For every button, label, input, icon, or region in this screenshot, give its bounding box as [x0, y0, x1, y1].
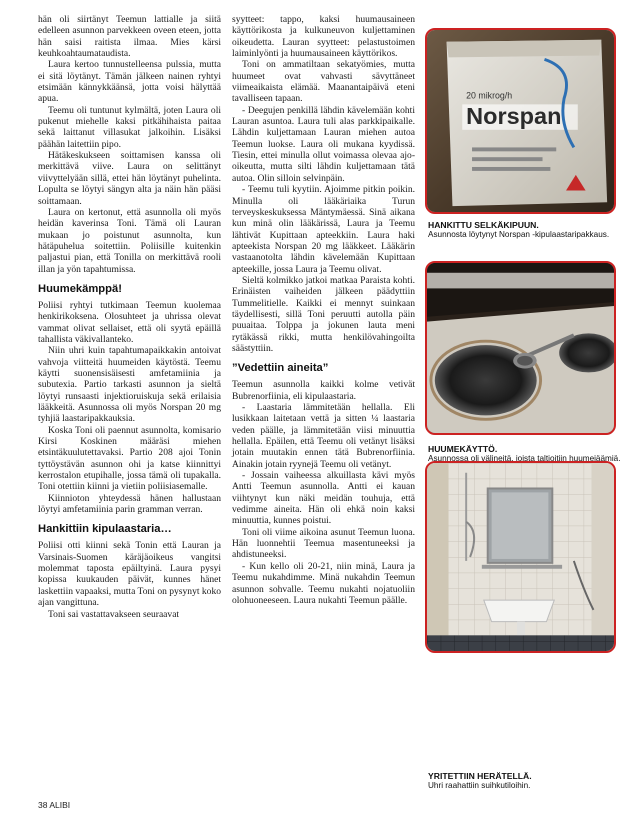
body-paragraph: Poliisi otti kiinni sekä Tonin että Lauran ja Varsinais-Suomen käräjäoikeus vangitsi molemmat taposta epäiltyinä. Laura pysyi kopissa kuukauden päivät, kunnes hänet laskettiin vapaaksi, mutta Toni on pysynyt koko ajan vangittuna. [38, 540, 221, 609]
body-paragraph: Laura kertoo tunnustelleensa pulssia, mutta ei sitä löytänyt. Tämän jälkeen nainen ryhtyi etsimään kännykkäänsä, jotta voisi hälyttää apua. [38, 59, 221, 105]
body-paragraph: Kiinnioton yhteydessä hänen hallustaan löytyi amfetamiinia parin gramman verran. [38, 492, 221, 516]
body-paragraph: Teemu oli tuntunut kylmältä, joten Laura oli pukenut miehelle kaksi pitkähihaista paitaa sekä laittanut villasukat jalkoihin. Lisäksi päähän laitettiin pipo. [38, 104, 221, 150]
body-paragraph: syytteet: tappo, kaksi huumausaineen käyttörikosta ja kulkuneuvon kuljettaminen oikeudetta. Lauran syytteet: pelastustoimen laiminlyönti ja huumausaineen käyttörikos. [232, 14, 415, 60]
body-paragraph: - Deegujen penkillä lähdin kävelemään kohti Lauran asuntoa. Laura tuli alas parkkipaikalle. Lähdin kuljettamaan Lauran miehen autoa Teemun luokse. Laura oli mukana kyydissä. Tiesin, ettei minulla ollut voimassa olevaa ajo-oikeutta, mutta silti lähdin kuljettamaan tätä autoa. Olin silloin selvinpäin. [232, 104, 415, 184]
body-paragraph: hän oli siirtänyt Teemun lattialle ja siitä edelleen asunnon parvekkeen oveen eteen, jotta hän saisi raitista ilmaa. Mies kärsi keuhkoahtaumataudista. [38, 14, 221, 60]
body-paragraph: Laura on kertonut, että asunnolla oli myös heidän kaverinsa Toni. Tämä oli Lauran mukaan jo poistunut asunnolta, kun hätäpuhelua soitettiin. Poliisille kuitenkin paljastui pian, että Tonilla on merkittävä rooli illan ja yön tapahtumissa. [38, 206, 221, 275]
section-heading: Hankittiin kipulaastaria… [38, 523, 172, 536]
bathroom-illustration [427, 463, 614, 651]
body-paragraph: Teemun asunnolla kaikki kolme vetivät Bubrenorfiinia, eli kipulaastaria. [232, 379, 415, 402]
article-column-middle [232, 14, 415, 606]
body-paragraph: Toni sai vastattavakseen seuraavat [48, 608, 180, 620]
caption-text: Uhri raahattiin suihkutiloihin. [428, 781, 531, 790]
body-paragraph: - Kun kello oli 20-21, niin minä, Laura ja Teemu nukahdimme. Minä nukahdin Teemun asunnon sohvalle. Teemu nukahti nojatuoliin olohuoneeseen. Laura nukahti Teemun päälle. [232, 560, 415, 606]
section-heading: ”Vedettiin aineita” [232, 362, 329, 375]
body-paragraph: Hätäkeskukseen soittamisen kanssa oli merkittävä viive. Laura on selittänyt viivyttelyään sillä, ettei hän löytänyt puhelinta. Lopulta se löytyi sängyn alta ja näin hän pääsi soittamaan. [38, 150, 221, 207]
photo-stove-spoon [425, 261, 616, 435]
caption-title: HANKITTU SELKÄKIPUUN. [428, 220, 539, 230]
caption-title: HUUMEKÄYTTÖ. [428, 444, 498, 454]
caption-photo-1 [428, 220, 623, 240]
package-dose-text: 20 mikrog/h [466, 90, 513, 101]
norspan-package-illustration [427, 30, 614, 212]
caption-text: Asunnossa oli välineitä, joista taltioitiin huumejäämiä. [428, 454, 621, 463]
caption-photo-3 [428, 771, 623, 791]
body-paragraph: Toni oli viime aikoina asunut Teemun luona. Hän luonnehtii Teemua masentuneeksi ja ahdistuneeksi. [232, 526, 415, 561]
body-paragraph: - Laastaria lämmitetään hellalla. Eli lusikkaan laitetaan vettä ja sitten ¼ laastaria veden päälle, ja lämmitetään viisi minuuttia hellalla. Epäilen, että Teemu oli vetänyt lisäksi jotain muutakin ennen tätä Bubrenorfiinia. Ainakin jotain ryynejä Teemu oli vetänyt. [232, 402, 415, 470]
package-brand-text: Norspan [466, 102, 562, 129]
body-paragraph: Poliisi ryhtyi tutkimaan Teemun kuolemaa henkirikoksena. Olosuhteet ja uhrissa olevat vammat olivat sellaiset, että oli syytä epäillä tahallista väkivallanteko. [38, 299, 221, 345]
caption-text: Asunnosta löytynyt Norspan -kipulaastaripakkaus. [428, 230, 610, 239]
caption-title: YRITETTIIN HERÄTELLÄ. [428, 771, 532, 781]
body-paragraph: - Teemu tuli kyytiin. Ajoimme pitkin poikin. Minulla oli lääkäriaika Turun terveyskeskuksessa Mäntymäessä. Sinä aikana kun minä olin lääkärissä, Laura ja Teemu lähtivät Kupittaan apteekkiin. Laura haki apteekista Norspan 20 mg lääkkeet. Lääkärin vastaanotolta lähdin kävelemään Kupittaan apteekille, jossa Laura ja Teemu olivat. [232, 184, 415, 275]
photo-bathroom [425, 461, 616, 653]
body-paragraph: - Jossain vaiheessa alkuillasta kävi myös Antti Teemun asunnolla. Antti ei kauan viihtynyt kun näki meidän touhuja, että vedimme aineita. Hän oli ehkä noin kaksi minuuttia, kunnes poistui. [232, 470, 415, 527]
section-heading: Huumekämppä! [38, 282, 122, 295]
photo-norspan-package [425, 28, 616, 214]
body-paragraph: Sieltä kolmikko jatkoi matkaa Paraista kohti. Erinäisten vaiheiden jälkeen päädyttiin Tummelitielle. Kaikki ei mennyt suinkaan täydellisesti, sillä Toni peruutti autolla päin puuaitaa. Tolppa ja jokunen lauta meni rytäkässä rikki, mutta henkilövahingoilta säästyttiin. [232, 274, 415, 354]
page-folio: 38 ALIBI [38, 800, 71, 810]
stove-illustration [427, 263, 614, 433]
article-column-left [38, 14, 221, 620]
body-paragraph: Niin uhri kuin tapahtumapaikkakin antoivat vahvoja viitteitä huumeiden käytöstä. Teemu käytti suonensisäisesti amfetamiinia ja subutexia. Partio tarkasti asunnon ja sieltä löytyi runsaasti injektioruiskuja sekä erilaisia lääkkeitä. Asunnossa oli myös Norspan 20 mg tyhjiä laastaripakkauksia. [38, 345, 221, 425]
body-paragraph: Toni on ammatiltaan sekatyömies, mutta huumeet ovat vahvasti sävyttäneet viimeaikaista elämää. Maanantaipäivä eteni tavalliseen tapaan. [232, 59, 415, 105]
body-paragraph: Koska Toni oli paennut asunnolta, komisario Kirsi Koskinen määräsi miehen etsintäkuulutettavaksi. Partio 208 ajoi Tonin tyttöystävän asunnon ohi ja katse kiinnittyi kerrostalon etupihalle, jossa tämä oli tupakalla. Toni otettiin kiinni ja vietiin poliisiasemalle. [38, 424, 221, 493]
